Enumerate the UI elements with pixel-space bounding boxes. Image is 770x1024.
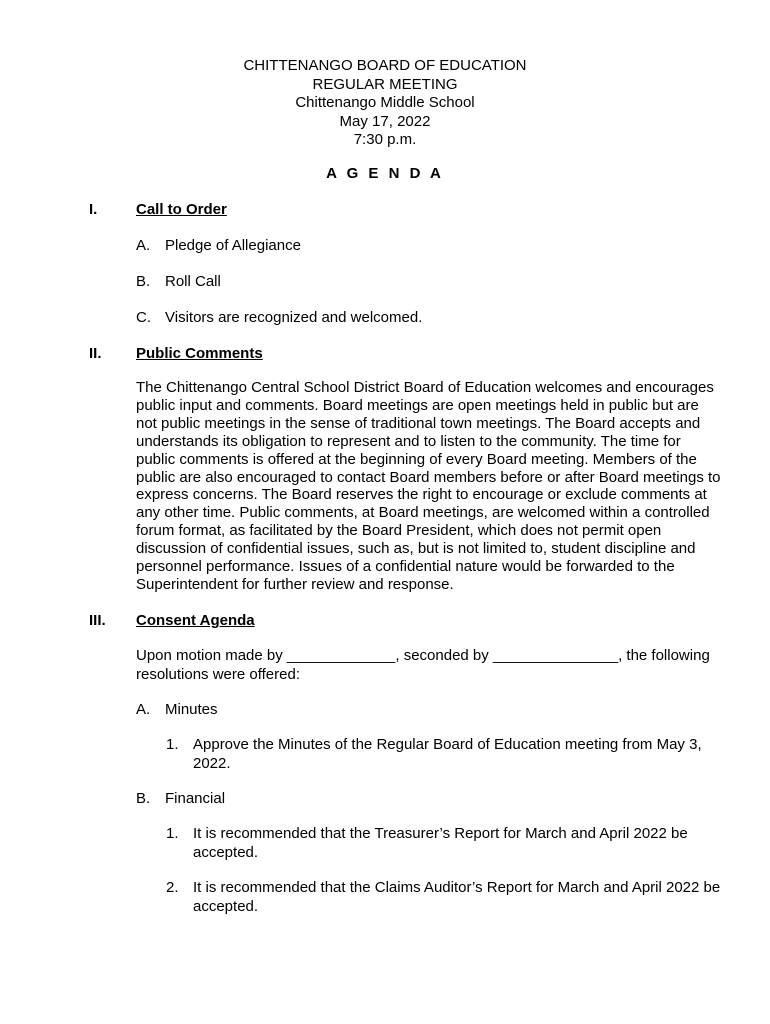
item-text: Pledge of Allegiance <box>165 237 301 254</box>
sub-item-line: Approve the Minutes of the Regular Board of Education meeting from May 3, <box>193 736 702 753</box>
section-3-item-a <box>136 701 218 718</box>
paragraph-line: public input and comments. Board meetings are open meetings held in public but are <box>136 396 699 414</box>
section-2-number: II. <box>89 345 102 362</box>
paragraph-line: public are also encouraged to contact Board members before or after Board meetings to <box>136 468 721 486</box>
header-meeting-type: REGULAR MEETING <box>312 75 458 93</box>
header-location: Chittenango Middle School <box>295 94 475 111</box>
section-1-item-b <box>136 273 221 290</box>
sub-item-line: accepted. <box>193 843 259 861</box>
item-text: Visitors are recognized and welcomed. <box>165 309 423 326</box>
sub-item-label: 2. <box>166 879 179 896</box>
paragraph-line: express concerns. The Board reserves the right to encourage or exclude comments at <box>136 486 707 504</box>
section-1-item-a <box>136 237 301 254</box>
item-label: A. <box>136 237 151 254</box>
motion-line: resolutions were offered: <box>136 665 300 683</box>
paragraph-line: not public meetings in the sense of traditional town meetings. The Board accepts and <box>136 414 701 432</box>
paragraph-line: understands its obligation to represent and to listen to the community. The time for <box>136 432 681 450</box>
sub-item-line: It is recommended that the Claims Auditor’s Report for March and April 2022 be <box>193 879 721 896</box>
section-1-title: Call to Order <box>136 201 227 218</box>
paragraph-line: The Chittenango Central School District Board of Education welcomes and encourages <box>136 379 714 396</box>
item-label: A. <box>136 701 151 718</box>
sub-item-text <box>193 736 702 773</box>
public-comments-paragraph <box>136 379 736 594</box>
item-label: C. <box>136 309 151 326</box>
header-time: 7:30 p.m. <box>353 131 417 148</box>
section-3-item-b <box>136 790 225 807</box>
agenda-title: A G E N D A <box>326 165 444 182</box>
document-header <box>0 57 770 150</box>
item-text: Minutes <box>165 701 218 718</box>
header-board-name: CHITTENANGO BOARD OF EDUCATION <box>243 57 527 74</box>
sub-item-text <box>193 825 688 862</box>
paragraph-line: Superintendent for further review and response. <box>136 575 454 593</box>
paragraph-line: public comments is offered at the beginning of every Board meeting. Members of the <box>136 450 697 468</box>
paragraph-line: any other time. Public comments, at Board meetings, are welcomed within a controlled <box>136 504 710 522</box>
motion-line: Upon motion made by _____________, seconded by _______________, the following <box>136 647 710 664</box>
item-label: B. <box>136 790 151 807</box>
paragraph-line: personnel performance. Issues of a confidential nature would be forwarded to the <box>136 558 675 576</box>
section-1-item-c <box>136 309 422 326</box>
sub-item-line: It is recommended that the Treasurer’s Report for March and April 2022 be <box>193 825 688 842</box>
item-label: B. <box>136 273 151 290</box>
sub-item-text <box>193 879 720 916</box>
section-3-number: III. <box>89 612 106 629</box>
section-1-number: I. <box>89 201 98 218</box>
paragraph-line: forum format, as facilitated by the Board President, which does not permit open <box>136 522 662 540</box>
paragraph-line: discussion of confidential issues, such as, but is not limited to, student discipline and <box>136 540 696 558</box>
sub-item-label: 1. <box>166 736 179 753</box>
item-text: Roll Call <box>165 273 221 290</box>
sub-item-label: 1. <box>166 825 179 842</box>
item-text: Financial <box>165 790 226 807</box>
section-2-title: Public Comments <box>136 345 263 362</box>
section-3-title: Consent Agenda <box>136 612 255 629</box>
header-date: May 17, 2022 <box>339 112 431 130</box>
sub-item-line: 2022. <box>193 754 231 772</box>
sub-item-line: accepted. <box>193 897 259 915</box>
motion-paragraph <box>136 647 746 684</box>
